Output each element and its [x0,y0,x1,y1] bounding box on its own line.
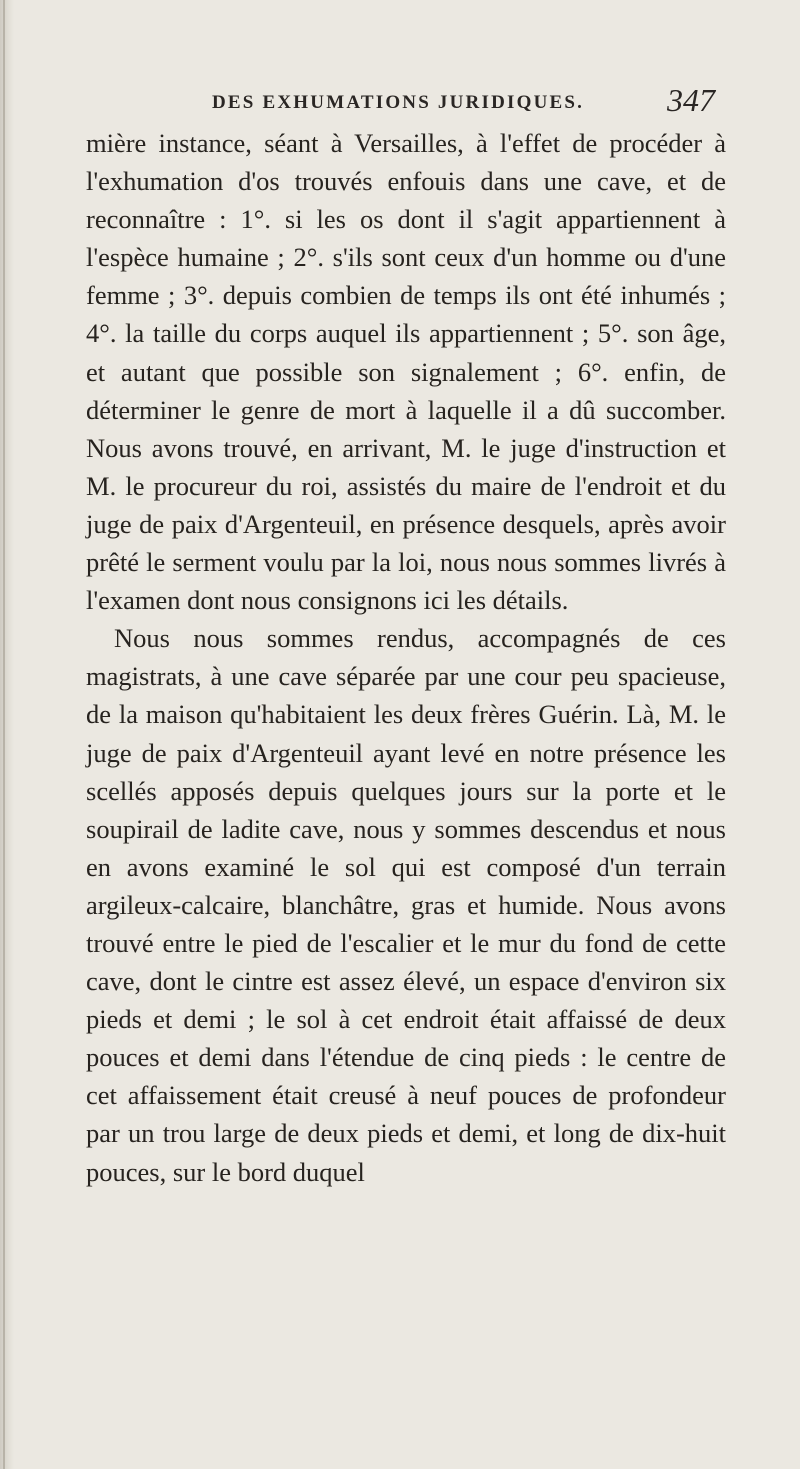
running-head: DES EXHUMATIONS JURIDIQUES. [212,92,585,113]
binding-gutter-line [3,0,5,1469]
page-number: 347 [667,82,715,118]
body-text [86,124,726,1191]
paragraph: Nous nous sommes rendus, accompagnés de ces magistrats, à une cave séparée par une cour peu spacieuse, de la maison qu'habitaient les deux frères Guérin. Là, M. le juge de paix d'Argenteuil ayant levé en notre présence les scellés apposés depuis quelques jours sur la porte et le soupirail de ladite cave, nous y sommes descendus et nous en avons examiné le sol qui est composé d'un terrain argileux-calcaire, blanchâtre, gras et humide. Nous avons trouvé entre le pied de l'escalier et le mur du fond de cette cave, dont le cintre est assez élevé, un espace d'environ six pieds et demi ; le sol à cet endroit était affaissé de deux pouces et demi dans l'étendue de cinq pieds : le centre de cet affaissement était creusé à neuf pouces de profondeur par un trou large de deux pieds et demi, et long de dix-huit pouces, sur le bord duquel [86,623,726,1187]
paragraph-continuation: mière instance, séant à Versailles, à l'effet de procéder à l'exhumation d'os trouvés enfouis dans une cave, et de reconnaître : 1°. si les os dont il s'agit appartiennent à l'espèce humaine ; 2°. s'ils sont ceux d'un homme ou d'une femme ; 3°. depuis combien de temps ils ont été inhumés ; 4°. la taille du corps auquel ils appartiennent ; 5°. son âge, et autant que possible son signalement ; 6°. enfin, de déterminer le genre de mort à laquelle il a dû succomber. Nous avons trouvé, en arrivant, M. le juge d'instruction et M. le procureur du roi, assistés du maire de l'endroit et du juge de paix d'Argenteuil, en présence desquels, après avoir prêté le serment voulu par la loi, nous nous sommes livrés à l'examen dont nous consignons ici les détails. [86,128,726,616]
page-header [160,84,715,124]
